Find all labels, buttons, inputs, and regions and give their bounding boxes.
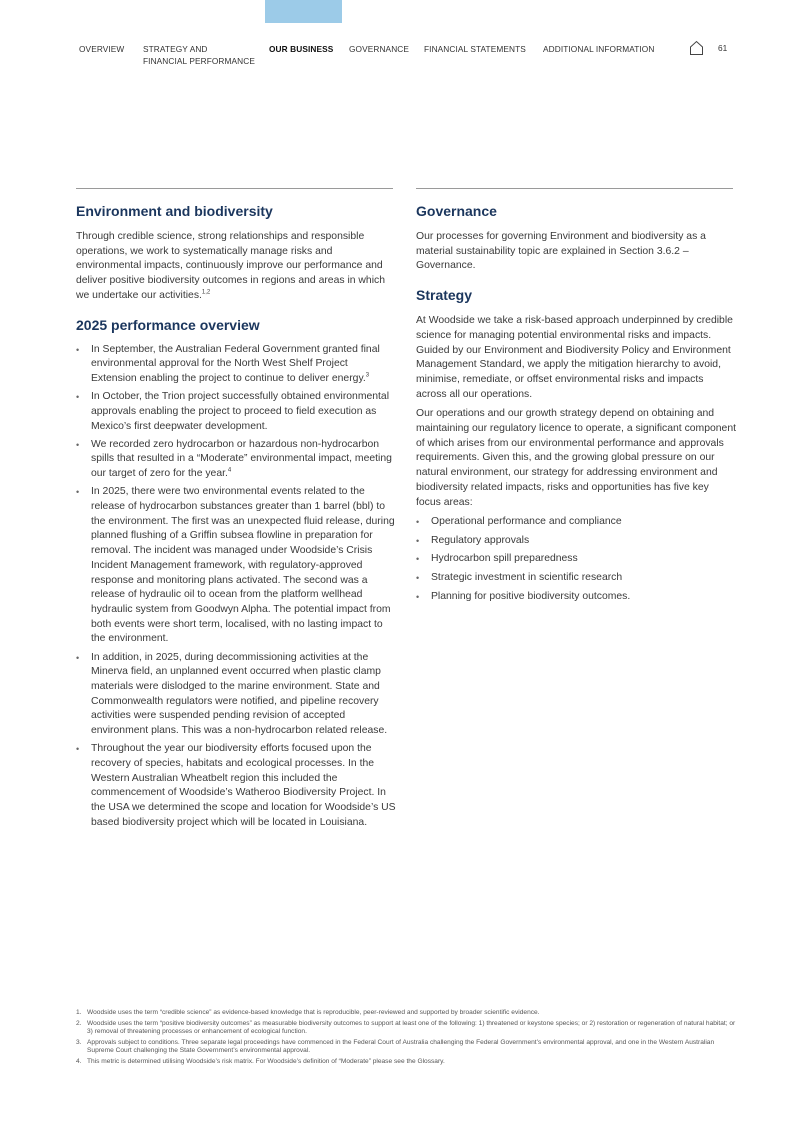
- performance-list: [76, 343, 396, 831]
- strategy-paragraph-2: Our operations and our growth strategy depend on obtaining and maintaining our regulatory licence to operate, a significant component of which arises from our environmental performance and approvals requirements. Given this, and the growing global pressure on our natural environment, our strategy for addressing environment and biodiversity related impacts, risks and opportunities has five key focus areas:: [416, 408, 736, 508]
- left-column-divider: [76, 188, 393, 189]
- list-item: • In September, the Australian Federal Government granted final environmental approval for the North West Shelf Project Extension enabling the project to continue to deliver energy.$^3$: [76, 343, 380, 384]
- footnote: 4. This metric is determined utilising Woodside’s risk matrix. For Woodside’s definition of “Moderate” please see the Glossary.: [76, 1057, 445, 1065]
- list-item: • Throughout the year our biodiversity efforts focused upon the recovery of species, habitats and ecological processes. In the Western Australian Wheatbelt region this included the commencement of Woodside’s Watheroo Biodiversity Project. In the USA we determined the scope and location for Woodside’s US based biodiversity project which will be located in Louisiana.: [76, 743, 396, 828]
- governance-heading: Governance: [416, 203, 497, 219]
- nav-strategy-line2[interactable]: FINANCIAL PERFORMANCE: [143, 56, 255, 66]
- right-column-divider: [416, 188, 733, 189]
- list-item: • Strategic investment in scientific research: [416, 572, 623, 584]
- list-item: • Regulatory approvals: [416, 534, 530, 546]
- env-heading: Environment and biodiversity: [76, 203, 273, 219]
- nav-strategy[interactable]: STRATEGY AND: [143, 44, 208, 54]
- left-column: [76, 202, 396, 831]
- page-number: 61: [718, 43, 728, 53]
- list-item: • Operational performance and compliance: [416, 516, 622, 528]
- strategy-heading: Strategy: [416, 287, 473, 304]
- env-intro: Through credible science, strong relationships and responsible operations, we work to systematically manage risks and environmental impacts, continuously improve our performance and deliver positive biodiversity outcomes in regions and areas in which we undertake our activities.$^{1,2}$: [76, 231, 385, 301]
- footnote: 3. Approvals subject to conditions. Three separate legal proceedings have commenced in the Federal Court of Australia challenging the Federal Government’s environmental approval, and one in the Western Australian Supreme Court challenging the State Government’s environmental approval.: [76, 1038, 715, 1054]
- strategy-paragraph-1: At Woodside we take a risk-based approach underpinned by credible science for managing potential environmental risks and impacts. Guided by our Environment and Biodiversity Policy and Environment Management Standard, we apply the mitigation hierarchy to avoid, minimise, remediate, or offset environmental risks and impacts across all our operations.: [416, 315, 733, 400]
- footnotes: [76, 1009, 736, 1068]
- list-item: • Hydrocarbon spill preparedness: [416, 553, 578, 565]
- list-item: • Planning for positive biodiversity outcomes.: [416, 590, 631, 602]
- nav-financial-statements[interactable]: FINANCIAL STATEMENTS: [424, 44, 526, 54]
- section-accent-bar: [265, 0, 342, 23]
- performance-heading: 2025 performance overview: [76, 316, 260, 333]
- list-item: • We recorded zero hydrocarbon or hazardous non-hydrocarbon spills that resulted in a “Moderate” environmental impact, meeting our target of zero for the year.$^4$: [76, 438, 392, 480]
- home-icon[interactable]: [689, 40, 704, 56]
- nav-our-business[interactable]: OUR BUSINESS: [269, 44, 334, 54]
- right-column: [416, 202, 736, 604]
- governance-text: Our processes for governing Environment and biodiversity as a material sustainability topic are explained in Section 3.6.2 – Governance.: [416, 231, 706, 272]
- nav-governance[interactable]: GOVERNANCE: [349, 44, 410, 54]
- list-item: • In 2025, there were two environmental events related to the release of hydrocarbon substances greater than 1 barrel (bbl) to the environment. The first was an unexpected fluid release, during planned flushing of a Griffin subsea flowline in preparation for removal. The incident was managed under Woodside’s Crisis Incident Management framework, with regulatory-approved response and monitoring plans activated. The second was a release of hydraulic oil to ocean from the platform wellhead hydraulic system from Goodwyn Alpha. The potential impact from both events were short term, localised, with no lasting impact to the environment.: [76, 486, 395, 645]
- footnote: 2. Woodside uses the term “positive biodiversity outcomes” as measurable biodiversity outcomes to support at least one of the following: 1) threatened or keystone species; or 2) restoration or regeneration of natural habitat; or 3) removal of threatening processes or enhancement of ecological function.: [76, 1019, 736, 1035]
- list-item: • In October, the Trion project successfully obtained environmental approvals enabling the project to proceed to field execution as Mexico’s first deepwater development.: [76, 391, 390, 432]
- list-item: • In addition, in 2025, during decommissioning activities at the Minerva field, an unplanned event occurred when plastic clamp materials were dislodged to the marine environment. State and Commonwealth regulators were notified, and pipeline recovery activities were suspended pending revision of accepted environment plans. This was a non-hydrocarbon related release.: [76, 651, 388, 737]
- nav-additional-information[interactable]: ADDITIONAL INFORMATION: [543, 44, 655, 54]
- nav-overview[interactable]: OVERVIEW: [79, 44, 125, 54]
- footnote: 1. Woodside uses the term “credible science” as evidence-based knowledge that is reproducible, peer-reviewed and supported by broader scientific evidence.: [76, 1009, 540, 1016]
- focus-areas-list: [416, 515, 736, 604]
